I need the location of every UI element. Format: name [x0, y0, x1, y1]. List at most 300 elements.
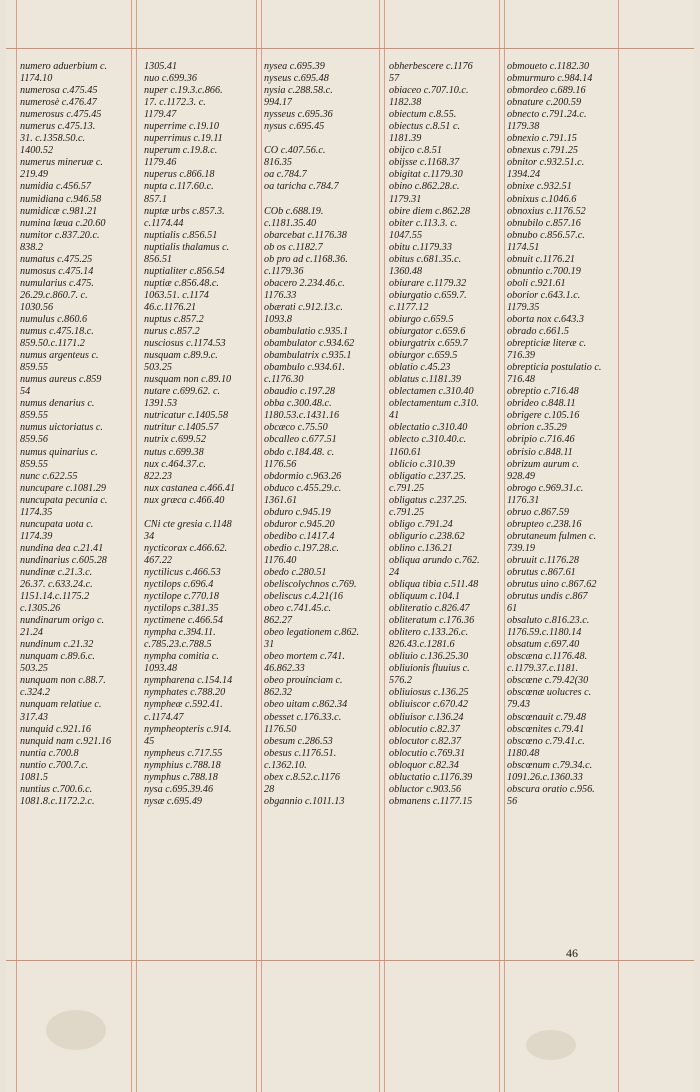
index-entry-line: obduro c.945.19 — [264, 506, 331, 518]
index-entry-line: obex c.8.52.c.1176 — [264, 771, 340, 783]
index-entry-line: 26.29.c.860.7. c. — [20, 289, 88, 301]
column-rule — [261, 0, 262, 1092]
index-entry-line: obnuntio c.700.19 — [507, 265, 581, 277]
index-entry-line: 17. c.1172.3. c. — [144, 97, 206, 109]
index-entry-line: 24 — [389, 566, 400, 578]
index-entry-line: obreptio c.716.48 — [507, 386, 579, 398]
index-entry-line: oblecto c.310.40.c. — [389, 434, 467, 446]
index-entry-line: obeliscolychnos c.769. — [264, 579, 357, 591]
index-entry-line: obnoxius c.1176.52 — [507, 205, 586, 217]
index-entry-line: obdormio c.963.26 — [264, 470, 342, 482]
index-entry-line: obluctatio c.1176.39 — [389, 771, 473, 783]
index-entry-line: nyctilicus c.466.53 — [144, 566, 221, 578]
index-entry-line: obnitor c.932.51.c. — [507, 157, 585, 169]
index-entry-line: 1400.52 — [20, 145, 54, 157]
index-entry-line: 317.43 — [20, 711, 49, 723]
index-entry-line: nux græca c.466.40 — [144, 494, 225, 506]
index-entry-line: 1176.31 — [507, 494, 540, 506]
index-entry-line: obeo c.741.45.c. — [264, 603, 332, 615]
index-entry-line: nuntius c.700.6.c. — [20, 783, 93, 795]
paper-stain — [46, 1010, 106, 1050]
index-entry-line: 26.37. c.633.24.c. — [20, 579, 93, 591]
index-entry-line: obambulator c.934.62 — [264, 338, 355, 350]
index-entry-line: obnubilo c.857.16 — [507, 217, 581, 229]
index-entry-line: numero aduerbium c. — [20, 61, 108, 72]
index-entry-line: obambulatio c.935.1 — [264, 326, 349, 338]
index-entry-line: 1179.31 — [389, 193, 422, 205]
index-entry-line: obambulo c.934.61. — [264, 362, 345, 374]
index-entry-line: obliteratio c.826.47 — [389, 603, 470, 615]
index-entry-line: c.1174.44 — [144, 217, 184, 229]
index-entry-line: numidiana c.946.58 — [20, 193, 102, 205]
index-column-4 — [389, 61, 501, 808]
index-entry-line: nympharena c.154.14 — [144, 675, 233, 687]
margin-rule-left — [16, 0, 17, 1092]
index-entry-line: obeo mortem c.741. — [264, 651, 345, 663]
index-entry-line: numidicæ c.981.21 — [20, 205, 98, 217]
index-entry-line: 1360.48 — [389, 265, 423, 277]
index-entry-line: obaudio c.197.28 — [264, 386, 336, 398]
index-entry-line: c.324.2 — [20, 687, 50, 699]
index-entry-line: obiaceo c.707.10.c. — [389, 85, 469, 97]
index-entry-line: obscœnæ uolucres c. — [507, 687, 592, 699]
index-entry-line: obliuisor c.136.24 — [389, 711, 464, 723]
index-entry-line: 1174.10 — [20, 73, 53, 85]
index-entry-line: c.791.25 — [389, 506, 425, 518]
index-entry-line: obrepticiæ literæ c. — [507, 338, 587, 350]
index-entry-line: oblocutio c.769.31 — [389, 747, 466, 759]
index-entry-line: 856.51 — [144, 253, 173, 265]
index-entry-line: 61 — [507, 603, 518, 615]
index-entry-line: obijsse c.1168.37 — [389, 157, 460, 169]
index-entry-line: nupta c.117.60.c. — [144, 181, 214, 193]
index-entry-line: c.1179.37.c.1181. — [507, 663, 579, 675]
index-entry-line: numus denarius c. — [20, 398, 95, 410]
index-entry-line: nundinarum origo c. — [20, 615, 105, 627]
index-entry-line: obesum c.286.53 — [264, 735, 333, 747]
index-entry-line: 1174.39 — [20, 530, 53, 542]
index-entry-line: nutritur c.1405.57 — [144, 422, 219, 434]
index-column-5 — [507, 61, 619, 808]
index-entry-line: obijco c.8.51 — [389, 145, 442, 157]
index-entry-line: oblectamentum c.310. — [389, 398, 479, 410]
index-entry-line: 826.43.c.1281.6 — [389, 639, 455, 651]
index-entry-line: obeliscus c.4.21(16 — [264, 591, 343, 603]
page-number: 46 — [566, 946, 578, 960]
index-entry-line: numerosus c.475.45 — [20, 109, 102, 121]
index-entry-line: obrion c.35.29 — [507, 422, 567, 434]
index-entry-line: obnexio c.791.15 — [507, 133, 577, 145]
index-entry-line: 41 — [389, 410, 400, 422]
index-entry-line: 1081.5 — [20, 771, 49, 783]
index-entry-line: oblectamen c.310.40 — [389, 386, 474, 398]
index-entry-line: obedio c.197.28.c. — [264, 542, 339, 554]
index-entry-line: 816.35 — [264, 157, 293, 169]
index-entry-line: 576.2 — [389, 675, 412, 687]
index-entry-line: nux castanea c.466.41 — [144, 482, 236, 494]
index-entry-line: obarcebat c.1176.38 — [264, 229, 347, 241]
index-entry-line: obiectum c.8.55. — [389, 109, 457, 121]
index-entry-line: c.1176.30 — [264, 374, 304, 386]
index-entry-line: 859.55 — [20, 458, 49, 470]
index-entry-line: 1391.53 — [144, 398, 178, 410]
index-entry-line: nymphus c.788.18 — [144, 771, 218, 783]
index-entry-line: 859.56 — [20, 434, 49, 446]
index-entry-line: obrutus uino c.867.62 — [507, 579, 597, 591]
index-entry-line: 1361.61 — [264, 494, 298, 506]
index-entry-line: oblicio c.310.39 — [389, 458, 455, 470]
index-entry-line: 1179.35 — [507, 301, 540, 313]
index-entry-line: obiurgo c.659.5 — [389, 313, 454, 325]
index-entry-line: nympheopteris c.914. — [144, 723, 232, 735]
index-entry-line: 739.19 — [507, 542, 536, 554]
index-entry-line: c.1305.26 — [20, 603, 61, 615]
index-entry-line: nycticorax c.466.62. — [144, 542, 228, 554]
index-entry-line: 1182.38 — [389, 97, 422, 109]
index-entry-line: obduror c.945.20 — [264, 518, 335, 530]
index-entry-line: obrado c.661.5 — [507, 326, 569, 338]
index-entry-line: obnubo c.856.57.c. — [507, 229, 585, 241]
index-entry-line: obscœne c.79.42(30 — [507, 675, 589, 687]
index-entry-line: obscœnites c.79.41 — [507, 723, 585, 735]
index-entry-line: 21.24 — [20, 627, 43, 639]
index-entry-line: obscœnum c.79.34.c. — [507, 759, 593, 771]
index-entry-line: nyseus c.695.48 — [264, 73, 329, 85]
index-entry-line: nunquid c.921.16 — [20, 723, 92, 735]
index-entry-line: nuper c.19.3.c.866. — [144, 85, 223, 97]
index-entry-line: obscœno c.79.41.c. — [507, 735, 585, 747]
index-entry-line: 1180.53.c.1431.16 — [264, 410, 340, 422]
index-entry-line: nuncupare c.1081.29 — [20, 482, 106, 494]
index-entry-line: 1179.38 — [507, 121, 540, 133]
index-entry-line: 1305.41 — [144, 61, 178, 72]
index-entry-line: obiectus c.8.51 c. — [389, 121, 461, 133]
index-entry-line: obrideo c.848.11 — [507, 398, 576, 410]
index-entry-line: obnixus c.1046.6 — [507, 193, 577, 205]
index-column-2 — [144, 61, 256, 808]
index-entry-line: oborior c.643.1.c. — [507, 289, 581, 301]
index-entry-line: ob pro ad c.1168.36. — [264, 253, 348, 265]
index-entry-line: 503.25 — [20, 663, 49, 675]
index-entry-line: obrutus undis c.867 — [507, 591, 588, 603]
index-entry-line: 1179.46 — [144, 157, 177, 169]
index-entry-line: numus aureus c.859 — [20, 374, 102, 386]
index-entry-line: nurus c.857.2 — [144, 326, 200, 338]
index-entry-line: nuo c.699.36 — [144, 73, 197, 85]
index-entry-line: obeo prouinciam c. — [264, 675, 343, 687]
index-entry-line: numus uictoriatus c. — [20, 422, 103, 434]
index-entry-line: obesset c.176.33.c. — [264, 711, 342, 723]
index-entry-line: obligurio c.238.62 — [389, 530, 465, 542]
index-entry-line: nutus c.699.38 — [144, 446, 204, 458]
index-entry-line: oblatus c.1181.39 — [389, 374, 461, 386]
index-entry-line: obrizum aurum c. — [507, 458, 580, 470]
index-entry-line: obscura oratio c.956. — [507, 783, 595, 795]
index-entry-line: obcalleo c.677.51 — [264, 434, 337, 446]
index-entry-line: numus argenteus c. — [20, 350, 99, 362]
column-rule — [136, 0, 137, 1092]
index-entry-line: 1174.35 — [20, 506, 53, 518]
index-entry-line: nysea c.695.39 — [264, 61, 325, 72]
index-entry-line: numerosa c.475.45 — [20, 85, 98, 97]
index-entry-line: 1091.26.c.1360.33 — [507, 771, 583, 783]
index-entry-line: obedibo c.1417.4 — [264, 530, 335, 542]
index-entry-line: 467.22 — [144, 554, 173, 566]
column-rule — [379, 0, 380, 1092]
index-entry-line: CO c.407.56.c. — [264, 145, 326, 157]
index-entry-line — [144, 507, 256, 519]
index-entry-line: obiurgatio c.659.7. — [389, 289, 467, 301]
index-entry-line: oblocutio c.82.37 — [389, 723, 461, 735]
index-entry-line: COb c.688.19. — [264, 205, 324, 217]
index-entry-line: obesus c.1176.51. — [264, 747, 337, 759]
index-entry-line: 1176.33 — [264, 289, 297, 301]
paper-stain — [526, 1030, 576, 1060]
index-entry-line: obnixe c.932.51 — [507, 181, 572, 193]
index-entry-line: obrigere c.105.16 — [507, 410, 580, 422]
index-entry-line: obmoueto c.1182.30 — [507, 61, 590, 72]
index-entry-line: obruuit c.1176.28 — [507, 554, 579, 566]
index-entry-line: nyctilops c.381.35 — [144, 603, 219, 615]
index-entry-line: obsatum c.697.40 — [507, 639, 580, 651]
index-entry-line: 994.17 — [264, 97, 293, 109]
index-entry-line: 45 — [144, 735, 155, 747]
index-entry-line: c.1181.35.40 — [264, 217, 317, 229]
index-entry-line: 46.c.1176.21 — [144, 301, 197, 313]
index-entry-line: 31. c.1358.50.c. — [20, 133, 86, 145]
index-entry-line: 1081.8.c.1172.2.c. — [20, 795, 95, 807]
index-entry-line: nusquam c.89.9.c. — [144, 350, 218, 362]
index-entry-line: nuperum c.19.8.c. — [144, 145, 218, 157]
index-entry-line: obliuiscor c.670.42 — [389, 699, 468, 711]
index-entry-line: numitor c.837.20.c. — [20, 229, 100, 241]
index-entry-line: c.1179.36 — [264, 265, 304, 277]
index-entry-line: obruo c.867.59 — [507, 506, 569, 518]
index-entry-line: nundinum c.21.32 — [20, 639, 94, 651]
index-entry-line: c.785.23.c.788.5 — [144, 639, 212, 651]
index-entry-line: obduco c.455.29.c. — [264, 482, 342, 494]
index-entry-line: nuperrime c.19.10 — [144, 121, 219, 133]
index-entry-line: nundina dea c.21.41 — [20, 542, 104, 554]
index-entry-line: nuptæ urbs c.857.3. — [144, 205, 225, 217]
index-entry-line: obscœnauit c.79.48 — [507, 711, 586, 723]
index-entry-line: obeo legationem c.862. — [264, 627, 360, 639]
index-entry-line: obliteratum c.176.36 — [389, 615, 475, 627]
index-column-3 — [264, 61, 376, 808]
index-entry-line: obmurmuro c.984.14 — [507, 73, 593, 85]
index-entry-line: nunc c.622.55 — [20, 470, 78, 482]
index-entry-line: oblectatio c.310.40 — [389, 422, 468, 434]
index-entry-line: obitus c.681.35.c. — [389, 253, 462, 265]
index-entry-line: 1093.48 — [144, 663, 178, 675]
index-entry-line: obligatio c.237.25. — [389, 470, 466, 482]
index-entry-line: obligo c.791.24 — [389, 518, 453, 530]
index-entry-line: numatus c.475.25 — [20, 253, 93, 265]
top-rule — [6, 48, 694, 49]
index-entry-line: nuperus c.866.18 — [144, 169, 215, 181]
index-entry-line: numerus mineruæ c. — [20, 157, 103, 169]
index-entry-line: 857.1 — [144, 193, 167, 205]
index-entry-line: obherbescere c.1176 — [389, 61, 473, 72]
index-entry-line: 56 — [507, 795, 518, 807]
index-entry-line: nutricatur c.1405.58 — [144, 410, 229, 422]
index-entry-line: oblocutor c.82.37 — [389, 735, 462, 747]
column-rule — [256, 0, 257, 1092]
index-entry-line: nyctimene c.466.54 — [144, 615, 223, 627]
index-entry-line: obrogo c.969.31.c. — [507, 482, 584, 494]
index-entry-line: 838.2 — [20, 241, 43, 253]
index-entry-line: c.1177.12 — [389, 301, 429, 313]
index-entry-line: numidia c.456.57 — [20, 181, 92, 193]
index-entry-line: 1160.61 — [389, 446, 422, 458]
index-entry-line: 822.23 — [144, 470, 173, 482]
index-entry-line: obrepticia postulatio c. — [507, 362, 602, 374]
index-entry-line: nuntia c.700.8 — [20, 747, 79, 759]
index-entry-line: nundinæ c.21.3.c. — [20, 566, 93, 578]
index-entry-line: numus quinarius c. — [20, 446, 98, 458]
index-entry-line: 1176.56 — [264, 458, 297, 470]
index-entry-line: numularius c.475. — [20, 277, 94, 289]
index-entry-line: 54 — [20, 386, 31, 398]
index-entry-line: 1180.48 — [507, 747, 540, 759]
index-entry-line: nuptus c.857.2 — [144, 313, 204, 325]
book-page — [6, 0, 694, 1092]
index-entry-line: nympheæ c.592.41. — [144, 699, 223, 711]
index-entry-line: nundinarius c.605.28 — [20, 554, 107, 566]
index-entry-line: obnature c.200.59 — [507, 97, 582, 109]
index-entry-line: nysia c.288.58.c. — [264, 85, 333, 97]
index-entry-line: obacero 2.234.46.c. — [264, 277, 345, 289]
index-entry-line: obambulatrix c.935.1 — [264, 350, 352, 362]
index-entry-line: 1394.24 — [507, 169, 541, 181]
index-entry-line: 34 — [144, 530, 155, 542]
index-entry-line: nyctilops c.696.4 — [144, 579, 214, 591]
index-entry-line: obdo c.184.48. c. — [264, 446, 335, 458]
index-entry-line: 28 — [264, 783, 275, 795]
index-entry-line: obliuiosus c.136.25 — [389, 687, 469, 699]
column-rule — [504, 0, 505, 1092]
index-entry-line — [264, 194, 376, 206]
index-entry-line: nymphius c.788.18 — [144, 759, 221, 771]
index-entry-line: nutare c.699.62. c. — [144, 386, 221, 398]
index-entry-line: obsaluto c.816.23.c. — [507, 615, 590, 627]
index-entry-line: 1093.8 — [264, 313, 293, 325]
index-entry-line: nuntio c.700.7.c. — [20, 759, 89, 771]
index-entry-line: nunquam c.89.6.c. — [20, 651, 95, 663]
index-entry-line: oa taricha c.784.7 — [264, 181, 339, 193]
index-entry-line: 859.55 — [20, 410, 49, 422]
index-entry-line: 1176.40 — [264, 554, 297, 566]
index-entry-line: numerosè c.476.47 — [20, 97, 97, 109]
index-entry-line: numulus c.860.6 — [20, 313, 88, 325]
index-entry-line: nysa c.695.39.46 — [144, 783, 214, 795]
index-entry-line: 928.49 — [507, 470, 536, 482]
index-entry-line: nunquam non c.88.7. — [20, 675, 106, 687]
index-entry-line: obnuit c.1176.21 — [507, 253, 576, 265]
index-entry-line: nysseus c.695.36 — [264, 109, 333, 121]
index-entry-line: c.1174.47 — [144, 711, 184, 723]
index-entry-line: 859.55 — [20, 362, 49, 374]
index-entry-line: obripio c.716.46 — [507, 434, 575, 446]
index-entry-line: nuperrimus c.19.11 — [144, 133, 223, 145]
index-entry-line: 31 — [264, 639, 275, 651]
index-entry-line: nuncupata uota c. — [20, 518, 94, 530]
index-entry-line: obliquum c.104.1 — [389, 591, 461, 603]
index-entry-line: obnecto c.791.24.c. — [507, 109, 587, 121]
index-entry-line: 1176.59.c.1180.14 — [507, 627, 582, 639]
index-entry-line: 1174.51 — [507, 241, 540, 253]
index-entry-line: obba c.300.48.c. — [264, 398, 332, 410]
index-entry-line: obedo c.280.51 — [264, 566, 327, 578]
index-entry-line: 1151.14.c.1175.2 — [20, 591, 90, 603]
column-rule — [384, 0, 385, 1092]
index-entry-line: oborta nox c.643.3 — [507, 313, 584, 325]
index-entry-line: obiurgor c.659.5 — [389, 350, 458, 362]
index-entry-line: nunquam relatiue c. — [20, 699, 102, 711]
index-entry-line: obrutaneum fulmen c. — [507, 530, 597, 542]
index-entry-line: obiurare c.1179.32 — [389, 277, 467, 289]
index-entry-line: c.1362.10. — [264, 759, 307, 771]
index-entry-line: obgannio c.1011.13 — [264, 795, 345, 807]
index-entry-line: oblatio c.45.23 — [389, 362, 451, 374]
index-entry-line — [264, 133, 376, 145]
index-entry-line: obluctor c.903.56 — [389, 783, 462, 795]
index-entry-line: 79.43 — [507, 699, 530, 711]
index-entry-line: obitu c.1179.33 — [389, 241, 452, 253]
index-entry-line: nuptialiter c.856.54 — [144, 265, 225, 277]
index-entry-line: oa c.784.7 — [264, 169, 307, 181]
index-entry-line: 46.862.33 — [264, 663, 305, 675]
index-entry-line: 219.49 — [20, 169, 49, 181]
index-entry-line: obmanens c.1177.15 — [389, 795, 473, 807]
index-entry-line: ob os c.1182.7 — [264, 241, 323, 253]
index-entry-line: 1179.47 — [144, 109, 177, 121]
index-entry-line: nuptiæ c.856.48.c. — [144, 277, 219, 289]
index-entry-line: 716.39 — [507, 350, 536, 362]
index-entry-line: obiter c.113.3. c. — [389, 217, 458, 229]
index-entry-line: numus c.475.18.c. — [20, 326, 94, 338]
index-entry-line: nymphates c.788.20 — [144, 687, 226, 699]
index-entry-line: 57 — [389, 73, 400, 85]
index-entry-line: 1176.50 — [264, 723, 297, 735]
index-entry-line: obrupteo c.238.16 — [507, 518, 582, 530]
index-entry-line: 1181.39 — [389, 133, 422, 145]
bottom-rule — [6, 960, 694, 961]
index-entry-line: 1047.55 — [389, 229, 423, 241]
index-entry-line: obire diem c.862.28 — [389, 205, 471, 217]
index-entry-line: obloquor c.82.34 — [389, 759, 459, 771]
index-entry-line: obscæna c.1176.48. — [507, 651, 588, 663]
index-entry-line: obino c.862.28.c. — [389, 181, 460, 193]
index-entry-line: 716.48 — [507, 374, 536, 386]
index-entry-line: nysæ c.695.49 — [144, 795, 203, 807]
index-entry-line: 859.50.c.1171.2 — [20, 338, 85, 350]
index-entry-line: obærati c.912.13.c. — [264, 301, 343, 313]
index-entry-line: 503.25 — [144, 362, 173, 374]
index-entry-line: obnexus c.791.25 — [507, 145, 579, 157]
index-entry-line: obiurgatrix c.659.7 — [389, 338, 468, 350]
index-entry-line: nuptialis thalamus c. — [144, 241, 230, 253]
index-entry-line: c.791.25 — [389, 482, 425, 494]
index-entry-line: 862.27 — [264, 615, 293, 627]
index-entry-line: obcæco c.75.50 — [264, 422, 328, 434]
index-entry-line: nysus c.695.45 — [264, 121, 325, 133]
index-entry-line: nympha c.394.11. — [144, 627, 216, 639]
index-entry-line: oblino c.136.21 — [389, 542, 453, 554]
index-entry-line: obliuionis fluuius c. — [389, 663, 470, 675]
index-entry-line: obliuio c.136.25.30 — [389, 651, 469, 663]
index-entry-line: oblitero c.133.26.c. — [389, 627, 469, 639]
